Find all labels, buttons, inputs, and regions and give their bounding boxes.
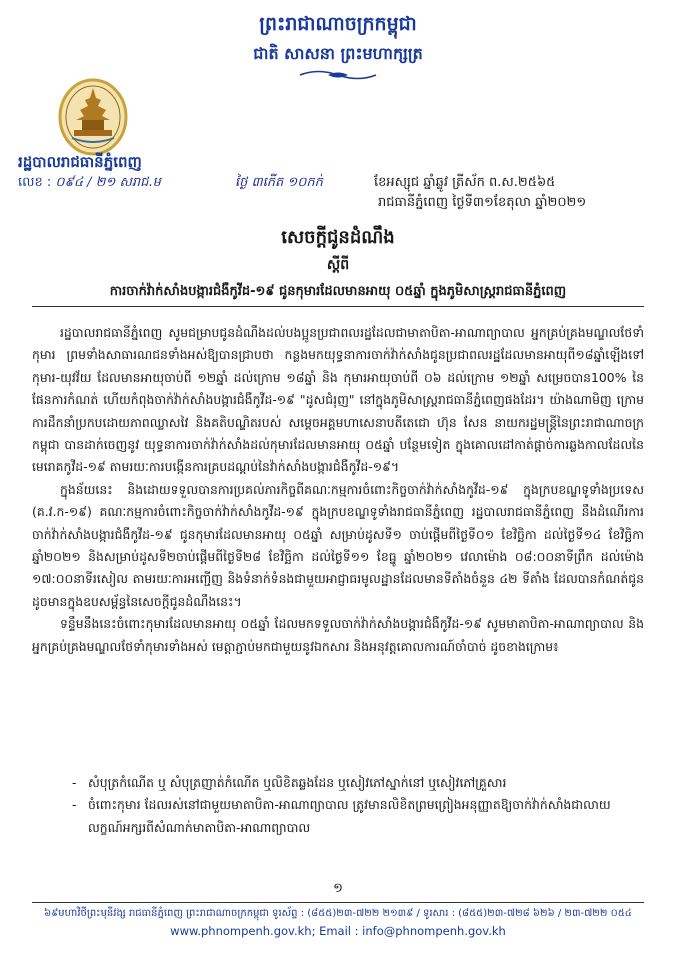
list-item: [32, 772, 644, 794]
document-about: ស្តីពី: [326, 257, 350, 273]
document-title: សេចក្តីជូនដំណឹង: [281, 227, 395, 248]
footer-address: ៦៩មហាវិថីព្រះមុនីវង្ស រាជធានីភ្នំពេញ ព្រះរាជាណាចក្រកម្ពុជា ទូរស័ព្ទ : (៨៥៥)២៣-៧២២ ២១៣៩ / ទូរសារ : (៨៥៥)២៣-៧២៨ ៦២៦ / ២៣-៧២២ ០៥៤: [44, 908, 632, 919]
footer-contact-link[interactable]: www.phnompenh.gov.kh; Email : info@phnompenh.gov.kh: [170, 924, 506, 938]
kingdom-name: ព្រះរាជាណាចក្រកម្ពុជា: [259, 13, 417, 35]
solar-date: រាជធានីភ្នំពេញ ថ្ងៃទី៣១ខែតុលា ឆ្នាំ២០២១: [378, 195, 587, 210]
reference-number: [18, 174, 161, 193]
issuing-authority: រដ្ឋបាលរាជធានីភ្នំពេញ: [18, 153, 142, 171]
list-item-text: សំបុត្រកំណើត ឬ សំបុត្រញាត់កំណើត ឬលិខិតឆ្លងដែន ឬសៀវភៅស្នាក់នៅ ឬសៀវភៅគ្រួសារ: [88, 775, 507, 790]
reference-label: លេខ :: [18, 175, 52, 190]
ornament-divider-icon: [298, 68, 378, 82]
bullet-dash: -: [72, 797, 77, 813]
requirements-list: [32, 772, 644, 839]
body-paragraph: ក្នុងន័យនេះ និងដោយទទួលបានការប្រគល់ភារកិច្ចពីគណៈកម្មការចំពោះកិច្ចចាក់វ៉ាក់សាំងកូវីដ-១៩ ក្នុងក្របខណ្ឌទូទាំងប្រទេស (គ.វ.ក-១៩) គណៈកម្មការចំពោះកិច្ចចាក់វ៉ាក់សាំងកូវីដ-១៩ ក្នុងក្របខណ្ឌទូទាំងរាជធានីភ្នំពេញ រដ្ឋបាលរាជធានីភ្នំពេញ នឹងដំណើរការចាក់វ៉ាក់សាំងបង្ការជំងឺកូវីដ-១៩ ជូនកុមារដែលមានអាយុ ០៥ឆ្នាំ សម្រាប់ដូសទី១ ចាប់ផ្តើមពីថ្ងៃទី០១ ខែវិច្ឆិកា ដល់ថ្ងៃទី១៤ ខែវិច្ឆិកា ឆ្នាំ២០២១ និងសម្រាប់ដូសទី២ចាប់ផ្តើមពីថ្ងៃទី២៨ ខែវិច្ឆិកា ដល់ថ្ងៃទី១១ ខែធ្នូ ឆ្នាំ២០២១ វេលាម៉ោង ០៨:០០នាទីព្រឹក ដល់ម៉ោង ១៧:០០នាទីរសៀល តាមរយៈការអញ្ជើញ និងទំនាក់ទំនងជាមួយអាជ្ញាធរមូលដ្ឋានដែលមានទីតាំងចំនួន ៤២ ទីតាំង ដែលបានកំណត់ជូនដូចមានក្នុងឧបសម្ព័ន្ធនៃសេចក្តីជូនដំណឹងនេះ។: [32, 481, 644, 609]
body-paragraph: ទន្ទឹមនឹងនេះចំពោះកុមារដែលមានអាយុ ០៥ឆ្នាំ ដែលមកទទួលចាក់វ៉ាក់សាំងបង្ការជំងឺកូវីដ-១៩ សូមមាតាបិតា-អាណាព្យាបាល និងអ្នកគ្រប់គ្រងមណ្ឌលថែទាំកុមារទាំងអស់ មេត្តាភ្ជាប់មកជាមួយនូវឯកសារ និងអនុវត្តគោលការណ៍ចាំបាច់ ដូចខាងក្រោម៖: [32, 616, 644, 654]
kingdom-heading: [0, 12, 676, 67]
lunar-date: ខែអស្សុជ ឆ្នាំឆ្លូវ ត្រីស័ក ព.ស.២៥៦៥: [374, 175, 556, 190]
page-number: ១: [333, 881, 343, 896]
national-motto: ជាតិ សាសនា ព្រះមហាក្សត្រ: [253, 44, 423, 63]
bullet-dash: -: [72, 775, 77, 790]
subject-underline: [32, 306, 644, 307]
document-subject: ការចាក់វ៉ាក់សាំងបង្ការជំងឺកូវីដ-១៩ ជូនកុមារដែលមានអាយុ ០៥ឆ្នាំ ក្នុងភូមិសាស្ត្ររាជធានីភ្នំពេញ: [109, 284, 567, 299]
document-body: [32, 322, 644, 658]
footer-divider: [32, 902, 644, 903]
list-item-text: ចំពោះកុមារ ដែលរស់នៅជាមួយមាតាបិតា-អាណាព្យាបាល ត្រូវមានលិខិតព្រមព្រៀងអនុញ្ញាតឱ្យចាក់វ៉ាក់សាំងជាលាយលក្ខណ៍អក្សរពីសំណាក់មាតាបិតា-អាណាព្យាបាល: [88, 797, 611, 835]
list-item: [32, 794, 644, 839]
handwritten-date: ថ្ងៃ ៣កើត ១០កក់: [235, 175, 323, 190]
body-paragraph: រដ្ឋបាលរាជធានីភ្នំពេញ សូមជម្រាបជូនដំណឹងដល់បងប្អូនប្រជាពលរដ្ឋដែលជាមាតាបិតា-អាណាព្យាបាល អ្នកគ្រប់គ្រងមណ្ឌលថែទាំកុមារ ព្រមទាំងសាធារណជនទាំងអស់ឱ្យបានជ្រាបថា កន្លងមកយុទ្ធនាការចាក់វ៉ាក់សាំងជូនប្រជាពលរដ្ឋដែលមានអាយុពី១៨ឆ្នាំឡើងទៅ កុមារ-យុវវ័យ ដែលមានអាយុចាប់ពី ១២ឆ្នាំ ដល់ក្រោម ១៨ឆ្នាំ និង កុមារអាយុចាប់ពី ០៦ ដល់ក្រោម ១២ឆ្នាំ សម្រេចបាន100% នៃផែនការកំណត់ ហើយកំពុងចាក់វ៉ាក់សាំងបង្ការជំងឺកូវីដ-១៩ "ដូសជំរុញ" នៅក្នុងភូមិសាស្ត្ររាជធានីភ្នំពេញផងដែរ។ យ៉ាងណាមិញ ក្រោមការដឹកនាំប្រកបដោយភាពឈ្លាសវៃ និងគតិបណ្ឌិតរបស់ សម្តេចអគ្គមហាសេនាបតីតេជោ ហ៊ុន សែន នាយករដ្ឋមន្ត្រីនៃព្រះរាជាណាចក្រកម្ពុជា បានដាក់ចេញនូវ យុទ្ធនាការចាក់វ៉ាក់សាំងដល់កុមារដែលមានអាយុ ០៥ឆ្នាំ បន្ថែមទៀត ក្នុងគោលដៅកាត់ផ្តាច់ការឆ្លងកាលដែលនៃមេរោគកូវីដ-១៩ តាមរយៈការបង្កើនការគ្របដណ្តប់នៃវ៉ាក់សាំងបង្ការជំងឺកូវីដ-១៩។: [32, 325, 644, 475]
reference-handwritten: ០៩៤ / ២១ សរាជ.ម: [55, 175, 161, 190]
phnom-penh-seal-logo: [58, 78, 128, 156]
